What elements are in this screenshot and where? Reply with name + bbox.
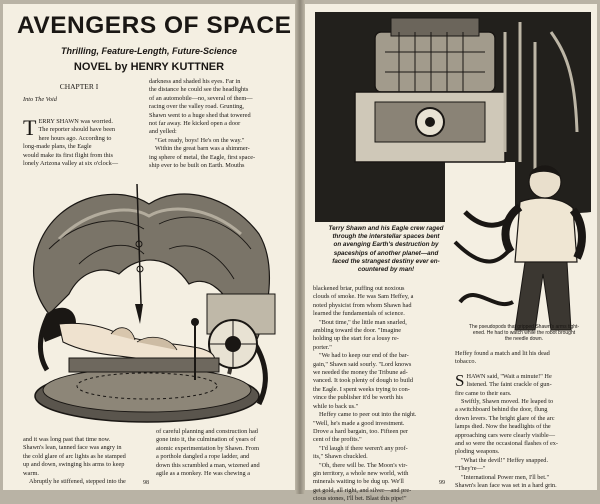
text-line: fire came to their ears.: [455, 389, 512, 397]
text-line: Shawn went to a huge shed that towered: [149, 111, 251, 119]
text-line: racing over the valley road. Grunting,: [149, 103, 244, 111]
chapter-title: Into The Void: [23, 96, 57, 103]
text-line: listened. The faint crackle of gun-: [466, 381, 552, 389]
text-line: cent of the profits.": [313, 436, 362, 444]
text-line: "I'd laugh if there weren't any prof-: [319, 444, 408, 452]
text-line: would make its first flight from this: [23, 151, 113, 159]
text-line: gone into it, the culmination of years of: [156, 436, 256, 444]
text-line: ERRY SHAWN was worried.: [38, 118, 113, 125]
left-bottom-column-2: [156, 428, 286, 478]
text-line: gin territory, a whole new world, with: [313, 469, 409, 477]
text-line: while to back us.": [313, 402, 359, 410]
right-column-2: [455, 350, 591, 491]
text-line: Abruptly he stiffened, stepped into the: [29, 478, 126, 486]
text-line: a switchboard behind the door, flung: [455, 406, 548, 414]
text-line: approaching cars were clearly visible—: [455, 431, 556, 439]
text-line: of careful planning and construction had: [156, 428, 258, 435]
text-line: of an automobile—no, several of them—: [149, 94, 253, 102]
text-line: "International Power men, I'll bet.": [461, 473, 550, 481]
story-caption: [313, 225, 459, 274]
text-line: "We had to keep our end of the bar-: [319, 352, 409, 360]
text-line: "Well, he's made a good investment.: [313, 419, 405, 427]
text-line: gain," Shawn said sourly. "Lord knows: [313, 360, 412, 368]
text-line: and it was long past that time now.: [23, 436, 111, 443]
caption-line: faced the strangest destiny ever en-: [332, 257, 440, 265]
left-bottom-column-1: [23, 436, 147, 486]
text-line: clouds of smoke. He was Sam Heffey, a: [313, 293, 414, 301]
caption-line: through the interstellar spaces bent: [332, 233, 440, 241]
text-line: HAWN said, "Wait a minute!" He: [466, 372, 552, 380]
text-line: vince the publisher it'd be worth his: [313, 394, 403, 402]
text-line: darkness and shaded his eyes. Far in: [149, 78, 241, 85]
caption-line: The pseudopods that gripped Shawn's arms tight-: [468, 324, 580, 330]
text-line: Drove a hard bargain, too. Fifteen per: [313, 427, 409, 435]
text-line: and so were the occasional flashes of ex-: [455, 440, 558, 448]
text-line: the cold glare of arc lights as he stamped: [23, 452, 126, 460]
text-line: noted physicist from whom Shawn had: [313, 301, 412, 309]
text-line: "Oh, there will be. The Moon's vir-: [319, 461, 408, 469]
text-line: "Get ready, boys! He's on the way.": [155, 136, 245, 144]
text-line: Shawn's lean face was set in a hard grin.: [455, 482, 557, 490]
text-line: Swiftly, Shawn moved. He leaped to: [461, 398, 554, 406]
caption-line: on avenging Earth's destruction by: [333, 241, 439, 249]
text-line: vanced. It took plenty of dough to build: [313, 377, 414, 385]
text-line: minerals waiting to be dug up. We'll: [313, 478, 404, 486]
text-line: lonely Arizona valley at six o'clock—: [23, 160, 119, 168]
text-line: ing sphere of metal, the Eagle, first space-: [149, 153, 256, 161]
illustration-laboratory-woman: [19, 174, 283, 432]
text-line: and yelled:: [149, 128, 177, 136]
left-column-2: [149, 78, 287, 170]
caption-line: Terry Shawn and his Eagle crew raged: [328, 225, 444, 232]
text-line: Shawn's lean, tanned face was angry in: [23, 444, 122, 452]
text-line: down levers. The bright glare of the arc: [455, 414, 555, 422]
caption-line: the needle down.: [504, 336, 544, 343]
text-line: "What the devil!" Heffey snapped.: [461, 456, 549, 464]
story-title: AVENGERS OF SPACE: [17, 12, 292, 39]
text-line: its," Shawn chuckled.: [313, 453, 368, 461]
page-number-left: 98: [143, 480, 149, 486]
left-column-1: [23, 115, 135, 168]
text-line: the distance he could see the headlights: [149, 86, 249, 94]
text-line: ambling toward the door. "Imagine: [313, 327, 402, 335]
text-line: blackened briar, puffing out noxious: [313, 285, 405, 292]
caption-line: ened. He had to watch while the robot brought: [472, 330, 576, 337]
text-line: down this scrambled a man, wizened and: [156, 461, 260, 469]
text-line: agile as a monkey. He was chewing a: [156, 470, 251, 478]
text-line: ship ever to be built on Earth. Mouths: [149, 162, 245, 170]
text-line: learned the fundamentals of science.: [313, 310, 405, 318]
left-page: [3, 4, 295, 490]
text-line: Within the great barn was a shimmer-: [155, 145, 250, 153]
page-number-right: 99: [439, 480, 445, 486]
illustration-caption: [457, 324, 591, 343]
text-line: The reporter should have been: [38, 126, 116, 134]
text-line: here hours ago. According to: [38, 134, 112, 142]
text-line: up and down, swinging his arms to keep: [23, 461, 125, 469]
text-line: get gold, all right, and silver—and pre-: [313, 486, 412, 494]
drop-cap: S: [455, 370, 465, 390]
book-gutter: [295, 0, 305, 494]
chapter-heading: CHAPTER I: [59, 82, 99, 91]
text-line: warm.: [23, 469, 39, 477]
text-line: cious stones, I'll bet. Blast this pipe!": [313, 495, 407, 503]
story-subtitle: Thrilling, Feature-Length, Future-Science: [60, 46, 237, 56]
text-line: "Bout time," the little man snarled,: [319, 318, 407, 326]
caption-line: spaceships of another planet—and: [333, 249, 439, 257]
text-line: atomic experimentation by Shawn. From: [156, 444, 260, 452]
text-line: not far away. He kicked open a door: [149, 120, 241, 128]
text-line: a porthole dangled a rope ladder, and: [156, 453, 250, 461]
text-line: holding up the start for a lousy re-: [313, 335, 399, 343]
text-line: "They're—": [455, 465, 486, 473]
text-line: the Eagle. I spent weeks trying to con-: [313, 385, 410, 393]
story-byline: NOVEL by HENRY KUTTNER: [73, 61, 225, 73]
text-line: Heffey came to peer out into the night.: [319, 411, 417, 419]
right-page: [305, 4, 597, 503]
text-line: porter.": [313, 343, 332, 351]
text-line: long-made plans, the Eagle: [23, 143, 92, 151]
text-line: Heffey found a match and lit his dead: [455, 350, 550, 357]
text-line: ploding weapons.: [455, 448, 500, 456]
right-column-1: [313, 285, 453, 504]
text-line: lamps died. Now the headlights of the: [455, 423, 551, 431]
drop-cap: T: [23, 115, 37, 140]
text-line: we needed the money the Tribune ad-: [313, 369, 408, 377]
text-line: tobacco.: [455, 358, 477, 366]
caption-line: countered by man!: [357, 266, 415, 274]
